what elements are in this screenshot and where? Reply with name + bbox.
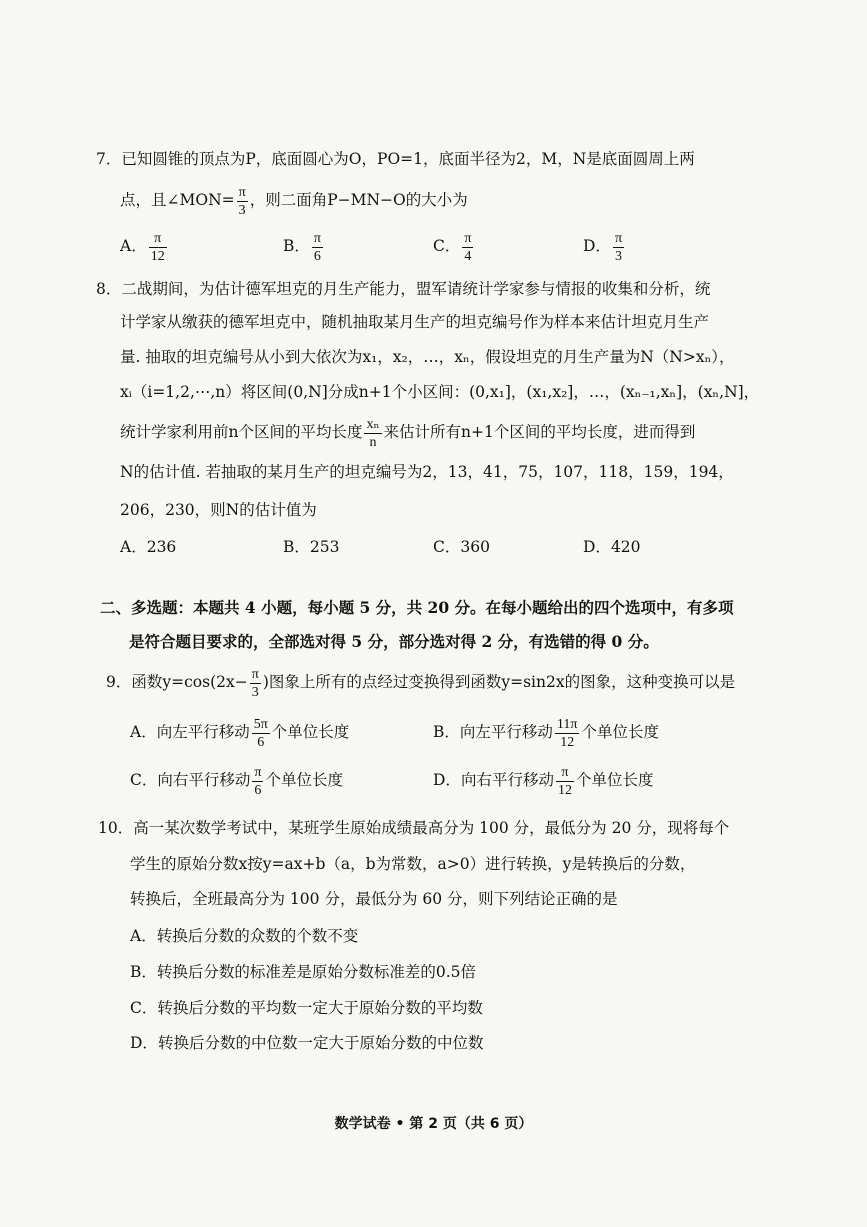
q8-option-c: C．360 xyxy=(433,538,490,556)
q8-line4: xᵢ（i=1,2,⋯,n）将区间(0,N]分成n+1个小区间：(0,x₁]，(x₁,x₂]，…，(xₙ₋₁,xₙ]，(xₙ,N]， xyxy=(120,383,760,401)
q9-option-c: C．向右平行移动 $\frac{\pi}{6}$ 个单位长度 xyxy=(130,764,343,798)
q9-line1: 9．函数y=cos(2x− $\frac{\pi}{3}$ )图象上所有的点经过变换得到函数y=sin2x的图象，这种变换可以是 xyxy=(106,666,736,700)
q10-option-c: C．转换后分数的平均数一定大于原始分数的平均数 xyxy=(130,999,483,1017)
q8-line2: 计学家从缴获的德军坦克中，随机抽取某月生产的坦克编号作为样本来估计坦克月生产 xyxy=(120,313,710,331)
q9-option-a: A．向左平行移动 $\frac{5\pi}{6}$ 个单位长度 xyxy=(130,716,350,750)
q8-option-d: D．420 xyxy=(583,538,641,556)
q9-fraction: $\frac{\pi}{3}$ xyxy=(251,666,259,700)
q7-option-b: B． $\frac{\pi}{6}$ xyxy=(283,230,321,264)
section-heading-line1: 二、多选题：本题共 4 小题，每小题 5 分，共 20 分。在每小题给出的四个选项中，有多项 xyxy=(100,598,734,617)
q8-line1: 8．二战期间，为估计德军坦克的月生产能力，盟军请统计学家参与情报的收集和分析，统 xyxy=(96,280,711,298)
q9-option-d: D．向右平行移动 $\frac{\pi}{12}$ 个单位长度 xyxy=(433,764,654,798)
q10-line1: 10．高一某次数学考试中，某班学生原始成绩最高分为 100 分，最低分为 20 分，现将每个 xyxy=(98,819,730,837)
q8-line7: 206，230，则N的估计值为 xyxy=(120,501,317,519)
q7-fraction: $\frac{\pi}{3}$ xyxy=(238,184,246,218)
page-footer: 数学试卷 • 第 2 页（共 6 页） xyxy=(334,1116,533,1132)
q7-line1: 7．已知圆锥的顶点为P，底面圆心为O，PO=1，底面半径为2，M，N是底面圆周上两 xyxy=(96,150,695,168)
q10-line2: 学生的原始分数x按y=ax+b（a，b为常数，a>0）进行转换，y是转换后的分数， xyxy=(130,855,696,873)
q10-option-b: B．转换后分数的标准差是原始分数标准差的0.5倍 xyxy=(130,963,477,981)
section-heading-line2: 是符合题目要求的，全部选对得 5 分，部分选对得 2 分，有选错的得 0 分。 xyxy=(129,632,659,651)
q7-option-d: D． $\frac{\pi}{3}$ xyxy=(583,230,623,264)
q8-fraction: $\frac{\text{xₙ}}{n}$ xyxy=(366,416,380,450)
q10-option-d: D．转换后分数的中位数一定大于原始分数的中位数 xyxy=(130,1034,484,1052)
q8-line5: 统计学家利用前n个区间的平均长度 $\frac{\text{xₙ}}{n}$ 来估计所有n+1个区间的平均长度，进而得到 xyxy=(120,416,696,450)
q10-line3: 转换后，全班最高分为 100 分，最低分为 60 分，则下列结论正确的是 xyxy=(130,890,618,908)
q9-option-b: B．向左平行移动 $\frac{11\pi}{12}$ 个单位长度 xyxy=(433,716,659,750)
q7-option-a: A． $\frac{\pi}{12}$ xyxy=(120,230,165,264)
q7-option-c: C． $\frac{\pi}{4}$ xyxy=(433,230,472,264)
q8-option-b: B．253 xyxy=(283,538,340,556)
q10-option-a: A．转换后分数的众数的个数不变 xyxy=(130,927,359,945)
q8-line6: N的估计值. 若抽取的某月生产的坦克编号为2，13，41，75，107，118，159，194， xyxy=(120,463,734,481)
q8-line3: 量. 抽取的坦克编号从小到大依次为x₁，x₂，…，xₙ，假设坦克的月生产量为N（N>xₙ）， xyxy=(120,348,735,366)
q7-line2: 点，且∠MON= $\frac{\pi}{3}$ ，则二面角P−MN−O的大小为 xyxy=(120,184,468,218)
q8-option-a: A．236 xyxy=(120,538,177,556)
